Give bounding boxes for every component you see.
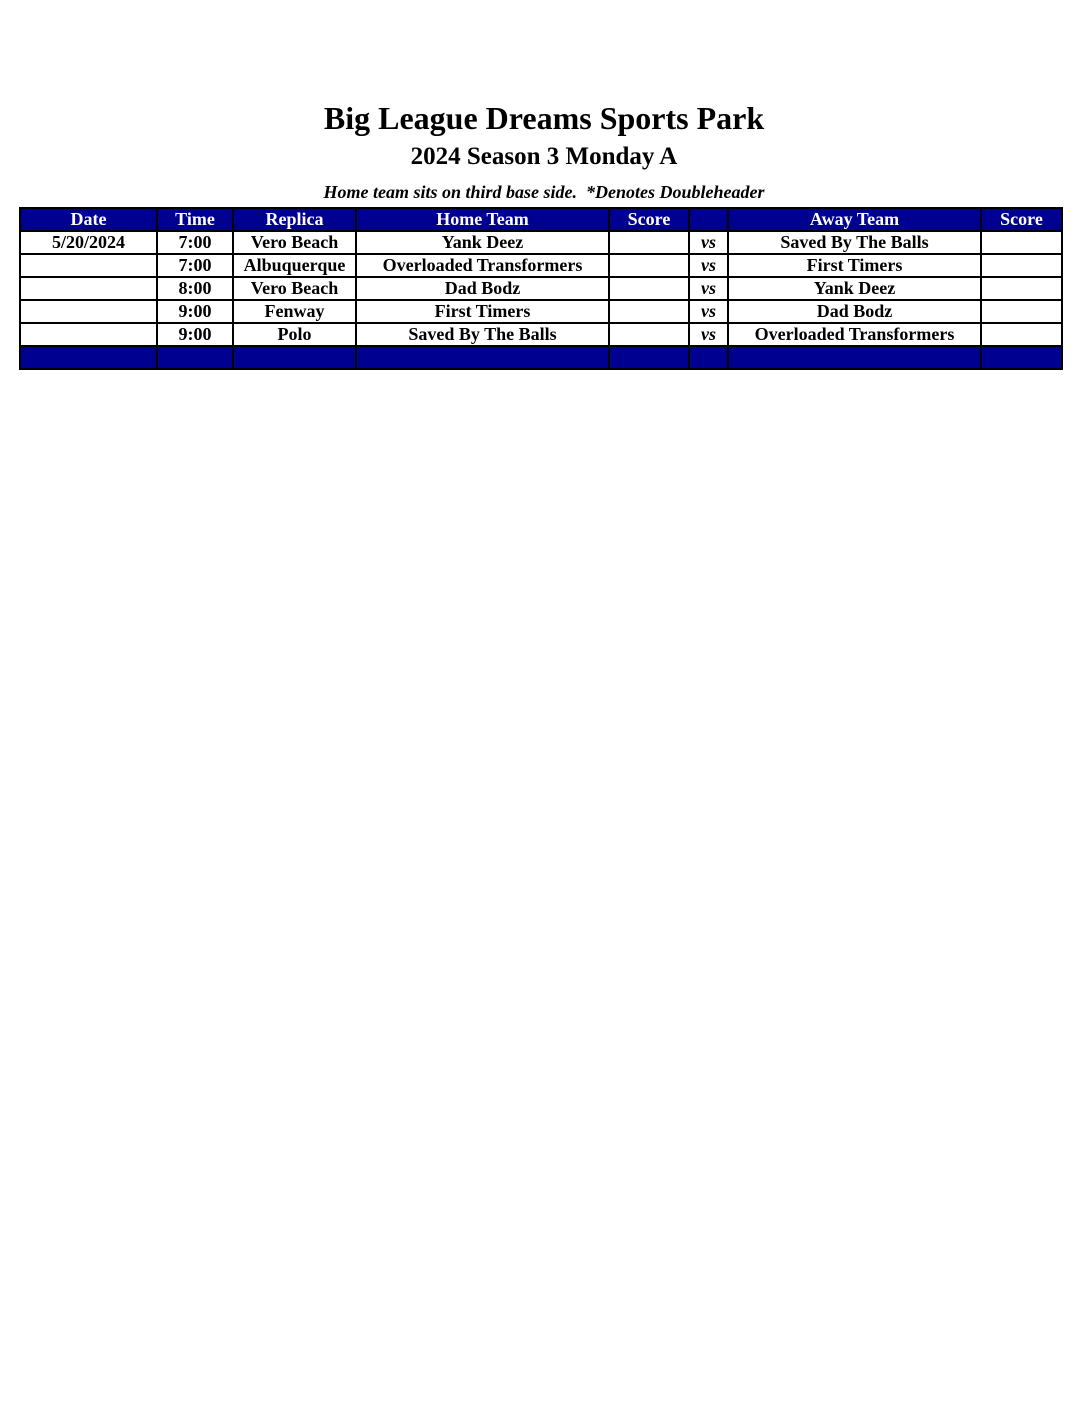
cell-vs: vs	[689, 231, 728, 254]
cell-away-team: Overloaded Transformers	[728, 323, 981, 346]
table-row	[20, 300, 1062, 323]
cell-home-score	[609, 323, 689, 346]
cell-replica: Vero Beach	[233, 277, 356, 300]
cell-away-team: Saved By The Balls	[728, 231, 981, 254]
cell-vs: vs	[689, 323, 728, 346]
footer-cell	[20, 346, 157, 369]
cell-date	[20, 323, 157, 346]
footer-cell	[609, 346, 689, 369]
table-row	[20, 231, 1062, 254]
cell-replica: Polo	[233, 323, 356, 346]
cell-away-score	[981, 323, 1062, 346]
cell-home-score	[609, 300, 689, 323]
page-title: Big League Dreams Sports Park	[323, 100, 765, 136]
cell-time: 7:00	[157, 231, 233, 254]
footer-cell	[981, 346, 1062, 369]
footer-cell	[356, 346, 609, 369]
cell-home-score	[609, 254, 689, 277]
table-header-row	[20, 208, 1062, 231]
cell-vs: vs	[689, 254, 728, 277]
cell-date	[20, 254, 157, 277]
cell-home-team: First Timers	[356, 300, 609, 323]
cell-home-score	[609, 231, 689, 254]
cell-home-score	[609, 277, 689, 300]
cell-away-team: Dad Bodz	[728, 300, 981, 323]
footer-cell	[728, 346, 981, 369]
page-subtitle: 2024 Season 3 Monday A	[410, 143, 678, 170]
column-header-away-team: Away Team	[728, 208, 981, 231]
cell-away-team: Yank Deez	[728, 277, 981, 300]
cell-home-team: Dad Bodz	[356, 277, 609, 300]
cell-time: 9:00	[157, 323, 233, 346]
column-header-away-score: Score	[981, 208, 1062, 231]
cell-replica: Fenway	[233, 300, 356, 323]
cell-date: 5/20/2024	[20, 231, 157, 254]
cell-away-team: First Timers	[728, 254, 981, 277]
footer-cell	[689, 346, 728, 369]
cell-away-score	[981, 254, 1062, 277]
table-row	[20, 323, 1062, 346]
column-header-date: Date	[20, 208, 157, 231]
table-row	[20, 254, 1062, 277]
schedule-table	[19, 207, 1063, 370]
column-header-vs	[689, 208, 728, 231]
table-row	[20, 277, 1062, 300]
cell-time: 7:00	[157, 254, 233, 277]
cell-away-score	[981, 277, 1062, 300]
cell-time: 8:00	[157, 277, 233, 300]
cell-vs: vs	[689, 277, 728, 300]
cell-home-team: Yank Deez	[356, 231, 609, 254]
footer-cell	[233, 346, 356, 369]
column-header-time: Time	[157, 208, 233, 231]
cell-vs: vs	[689, 300, 728, 323]
cell-away-score	[981, 231, 1062, 254]
cell-home-team: Overloaded Transformers	[356, 254, 609, 277]
doubleheader-note: Home team sits on third base side. *Denotes Doubleheader	[323, 182, 765, 202]
column-header-home-team: Home Team	[356, 208, 609, 231]
cell-date	[20, 300, 157, 323]
table-footer-row	[20, 346, 1062, 369]
cell-away-score	[981, 300, 1062, 323]
footer-cell	[157, 346, 233, 369]
column-header-home-score: Score	[609, 208, 689, 231]
cell-date	[20, 277, 157, 300]
column-header-replica: Replica	[233, 208, 356, 231]
cell-time: 9:00	[157, 300, 233, 323]
cell-replica: Albuquerque	[233, 254, 356, 277]
cell-replica: Vero Beach	[233, 231, 356, 254]
cell-home-team: Saved By The Balls	[356, 323, 609, 346]
